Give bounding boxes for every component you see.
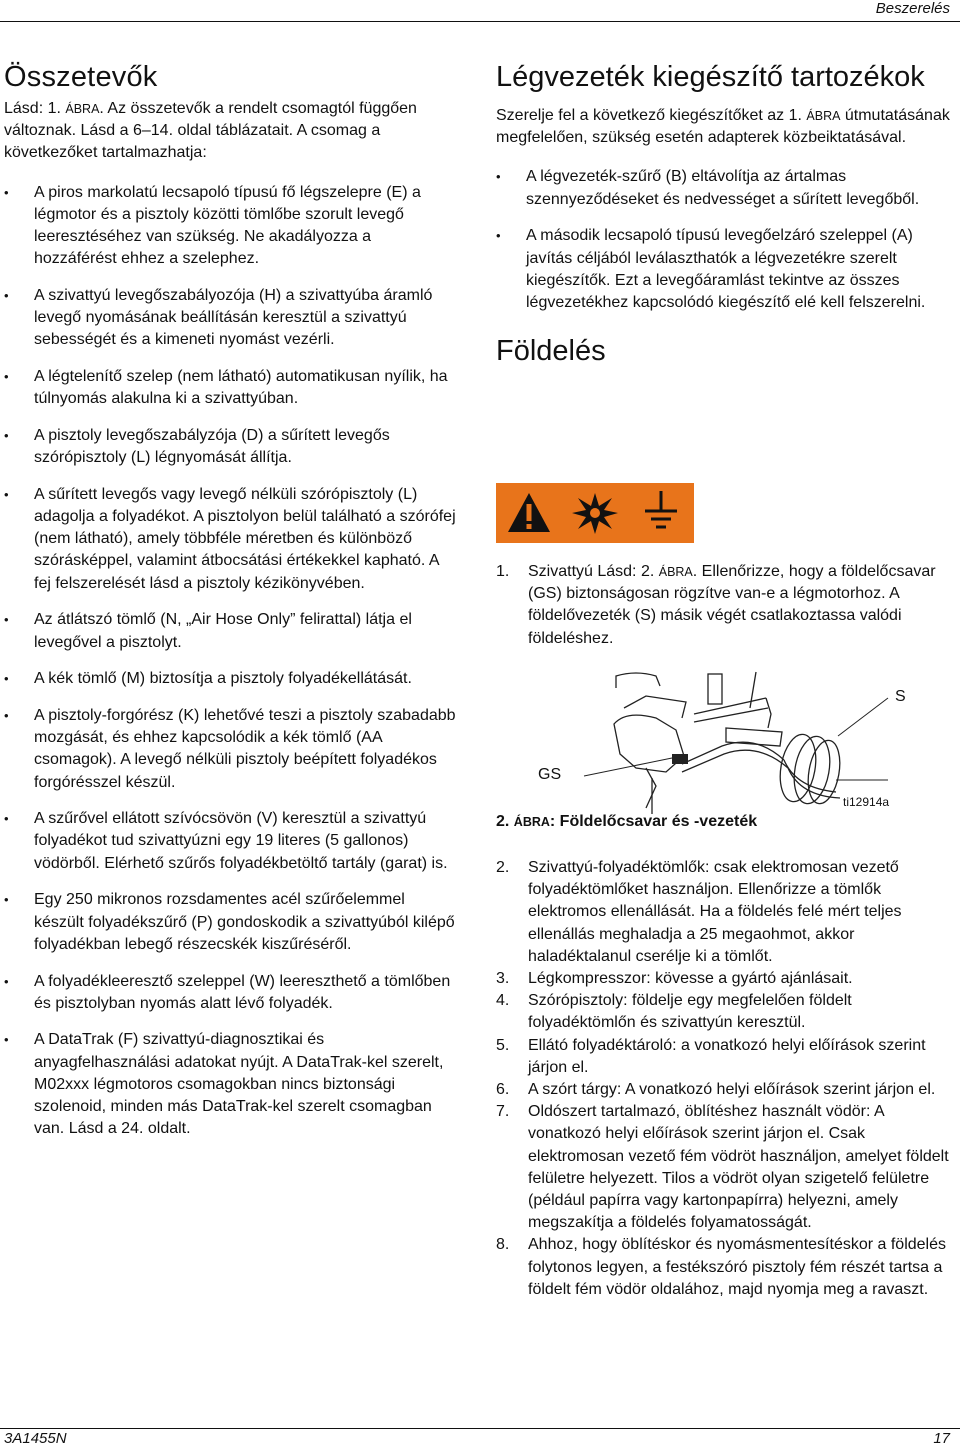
accessories-intro — [496, 105, 954, 149]
header-section-title: Beszerelés — [875, 0, 950, 17]
footer-page-number: 17 — [933, 1430, 950, 1447]
step-text: Szórópisztoly: földelje egy megfelelően földelt folyadéktömlőn és szivattyún keresztül. — [528, 992, 852, 1032]
section-title-grounding: Földelés — [496, 335, 606, 368]
list-item — [496, 1101, 954, 1234]
list-item: • A piros markolatú lecsapoló típusú fő légszelepre (E) a légmotor és a pisztoly közötti tömlőbe szorult levegő leeresztéséhez van szükség. Ne akadályozza a hozzáférést ehhez a szelephez. — [4, 182, 456, 271]
list-item: • A sűrített levegős vagy levegő nélküli szórópisztoly (L) adagolja a folyadékot. A pisztolyon belül található a szórófej (nem látható), amely többféle méretben és különböző szórásképpel, valamint átbocsátási értékekkel kapható. A fej felszerelését lásd a pisztoly kézikönyvében. — [4, 484, 456, 595]
section-title-air-accessories: Légvezeték kiegészítő tartozékok — [496, 61, 925, 93]
footer-rule — [0, 1428, 960, 1429]
list-item: • A DataTrak (F) szivattyú-diagnosztikai és anyagfelhasználási adatokat nyújt. A DataTrak-kel szerelt, M02xxx légmotoros csomagokban nincs biztonsági szolenoid, minden más DataTrak-kel szerelt csomagban van. Lásd a 24. oldalt. — [4, 1029, 456, 1140]
figure-label-s: S — [895, 688, 906, 705]
list-item: • Egy 250 mikronos rozsdamentes acél szűrőelemmel készült folyadékszűrő (P) gondoskodik a szivattyúból kilépő folyadékban lebegő részecskék kiszűréséről. — [4, 889, 456, 956]
grounding-step-1 — [496, 561, 954, 650]
right-column — [496, 60, 954, 368]
section-title-components: Összetevők — [4, 61, 158, 93]
figure-label-gs: GS — [538, 766, 562, 783]
list-item: • A folyadékleeresztő szeleppel (W) leereszthető a tömlőben és pisztolyban nyomás alatt lévő folyadék. — [4, 971, 456, 1015]
figure-caption — [496, 813, 757, 831]
intro-text-a: Lásd: 1. — [4, 100, 66, 117]
footer-doc-id: 3A1455N — [4, 1430, 67, 1447]
intro-text-b: . Az összetevők a rendelt csomagtól függően változnak. Lásd a 6–14. oldal táblázatait. A csomag a következőket tartalmazhatja: — [4, 100, 417, 162]
step-figure-ref: ÁBRA — [658, 565, 693, 579]
caption-number: 2. — [496, 813, 514, 830]
figure-id: ti12914a — [843, 795, 890, 809]
grounding-steps — [496, 857, 954, 1301]
list-item — [496, 968, 954, 990]
step-number: 4. — [496, 992, 510, 1010]
page-header — [0, 0, 960, 22]
step-number: 1. — [496, 563, 510, 580]
ground-symbol-icon — [628, 483, 694, 543]
list-item: • A második lecsapoló típusú levegőelzáró szeleppel (A) javítás céljából leválaszthatók a légvezetékre szerelt kiegészítők. Ezt a levegőáramlást tekintve az összes légvezetékhez kapcsolódó kiegészítő elé kell felszerelni. — [496, 225, 954, 314]
list-item: • A pisztoly-forgórész (K) lehetővé teszi a pisztoly szabadabb mozgását, és ehhez kapcsolódik a kék tömlő (AA csomagok). A levegő nélküli pisztoly beépített folyadékos forgórésszel készül. — [4, 705, 456, 794]
list-item — [496, 1079, 954, 1101]
step-number: 3. — [496, 970, 510, 988]
left-column — [4, 60, 456, 1140]
list-item — [496, 990, 954, 1034]
explosion-icon — [562, 483, 628, 543]
step-text: Ahhoz, hogy öblítéskor és nyomásmentesítéskor a földelés folytonos legyen, a festékszóró pisztoly fém részét tartsa a földelt fém vödör oldalához, majd nyomja meg a ravaszt. — [528, 1236, 946, 1298]
step-text: Oldószert tartalmazó, öblítéshez használt vödör: A vonatkozó helyi előírások szerint járjon el. Csak elektromosan vezető fém vödröt használjon, amelyet földelt felületre helyezett. Tilos a vödröt olyan szigetelő felületre (például papírra vagy kartonpapírra) helyezni, amely megszakítja a földelés folyamatosságát. — [528, 1103, 949, 1232]
accessories-intro-a: Szerelje fel a következő kiegészítőket az 1. — [496, 107, 807, 124]
header-rule — [0, 21, 960, 22]
list-item: • A légtelenítő szelep (nem látható) automatikusan nyílik, ha túlnyomás alakulna ki a szivattyúban. — [4, 366, 456, 410]
list-item: • A szivattyú levegőszabályozója (H) a szivattyúba áramló levegő nyomásának beállításán keresztül a szivattyú sebességét és a kimeneti nyomást vezérli. — [4, 285, 456, 352]
step-text: Légkompresszor: kövesse a gyártó ajánlásait. — [528, 970, 853, 988]
list-item — [496, 857, 954, 968]
step-text-a: Szivattyú Lásd: 2. — [528, 563, 659, 580]
step-number: 5. — [496, 1036, 510, 1054]
warning-symbols — [496, 483, 694, 543]
list-item: • A légvezeték-szűrő (B) eltávolítja az ártalmas szennyeződéseket és nedvességet a sűrített levegőből. — [496, 166, 954, 210]
list-item — [496, 561, 954, 650]
accessories-figure-ref: ÁBRA — [806, 109, 841, 123]
list-item — [496, 1234, 954, 1301]
caption-figure-ref: ÁBRA — [513, 815, 550, 829]
step-number: 8. — [496, 1236, 510, 1254]
accessories-intro-b: útmutatásának megfelelően, szükség esetén adapterek közbeiktatásával. — [496, 107, 950, 147]
components-intro — [4, 98, 456, 165]
step-number: 2. — [496, 859, 510, 876]
step-text-b: . Ellenőrizze, hogy a földelőcsavar (GS) biztonságosan rögzítve van-e a légmotorhoz. A földelővezeték (S) másik végét csatlakoztassa valódi földeléshez. — [528, 563, 936, 647]
list-item: • A kék tömlő (M) biztosítja a pisztoly folyadékellátását. — [4, 668, 456, 690]
step-text: Szivattyú-folyadéktömlők: csak elektromosan vezető folyadéktömlőket használjon. Ellenőrizze a tömlők elektromos ellenállását. Ha a földelés felé mért teljes ellenállás meghaladja a 25 megaohmot, akkor haladéktalanul cserélje ki a tömlőt. — [528, 859, 902, 965]
list-item: • A szűrővel ellátott szívócsövön (V) keresztül a szivattyú folyadékot tud szivattyúzni egy 19 literes (5 gallonos) vödörből. Elérhető szűrős folyadékbetöltő tartály (garat) is. — [4, 808, 456, 875]
list-item — [496, 1035, 954, 1079]
step-number: 7. — [496, 1103, 510, 1121]
step-text: Ellátó folyadéktároló: a vonatkozó helyi előírások szerint járjon el. — [528, 1036, 926, 1076]
intro-figure-ref: ÁBRA — [65, 102, 100, 116]
exclamation-triangle-icon — [496, 483, 562, 543]
step-text: A szórt tárgy: A vonatkozó helyi előírások szerint járjon el. — [528, 1081, 936, 1099]
list-item: • Az átlátszó tömlő (N, „Air Hose Only” felirattal) látja el levegővel a pisztolyt. — [4, 609, 456, 653]
step-number: 6. — [496, 1081, 510, 1099]
list-item: • A pisztoly levegőszabályzója (D) a sűrített levegős szórópisztoly (L) légnyomását állítja. — [4, 425, 456, 469]
caption-text: : Földelőcsavar és -vezeték — [549, 813, 758, 830]
